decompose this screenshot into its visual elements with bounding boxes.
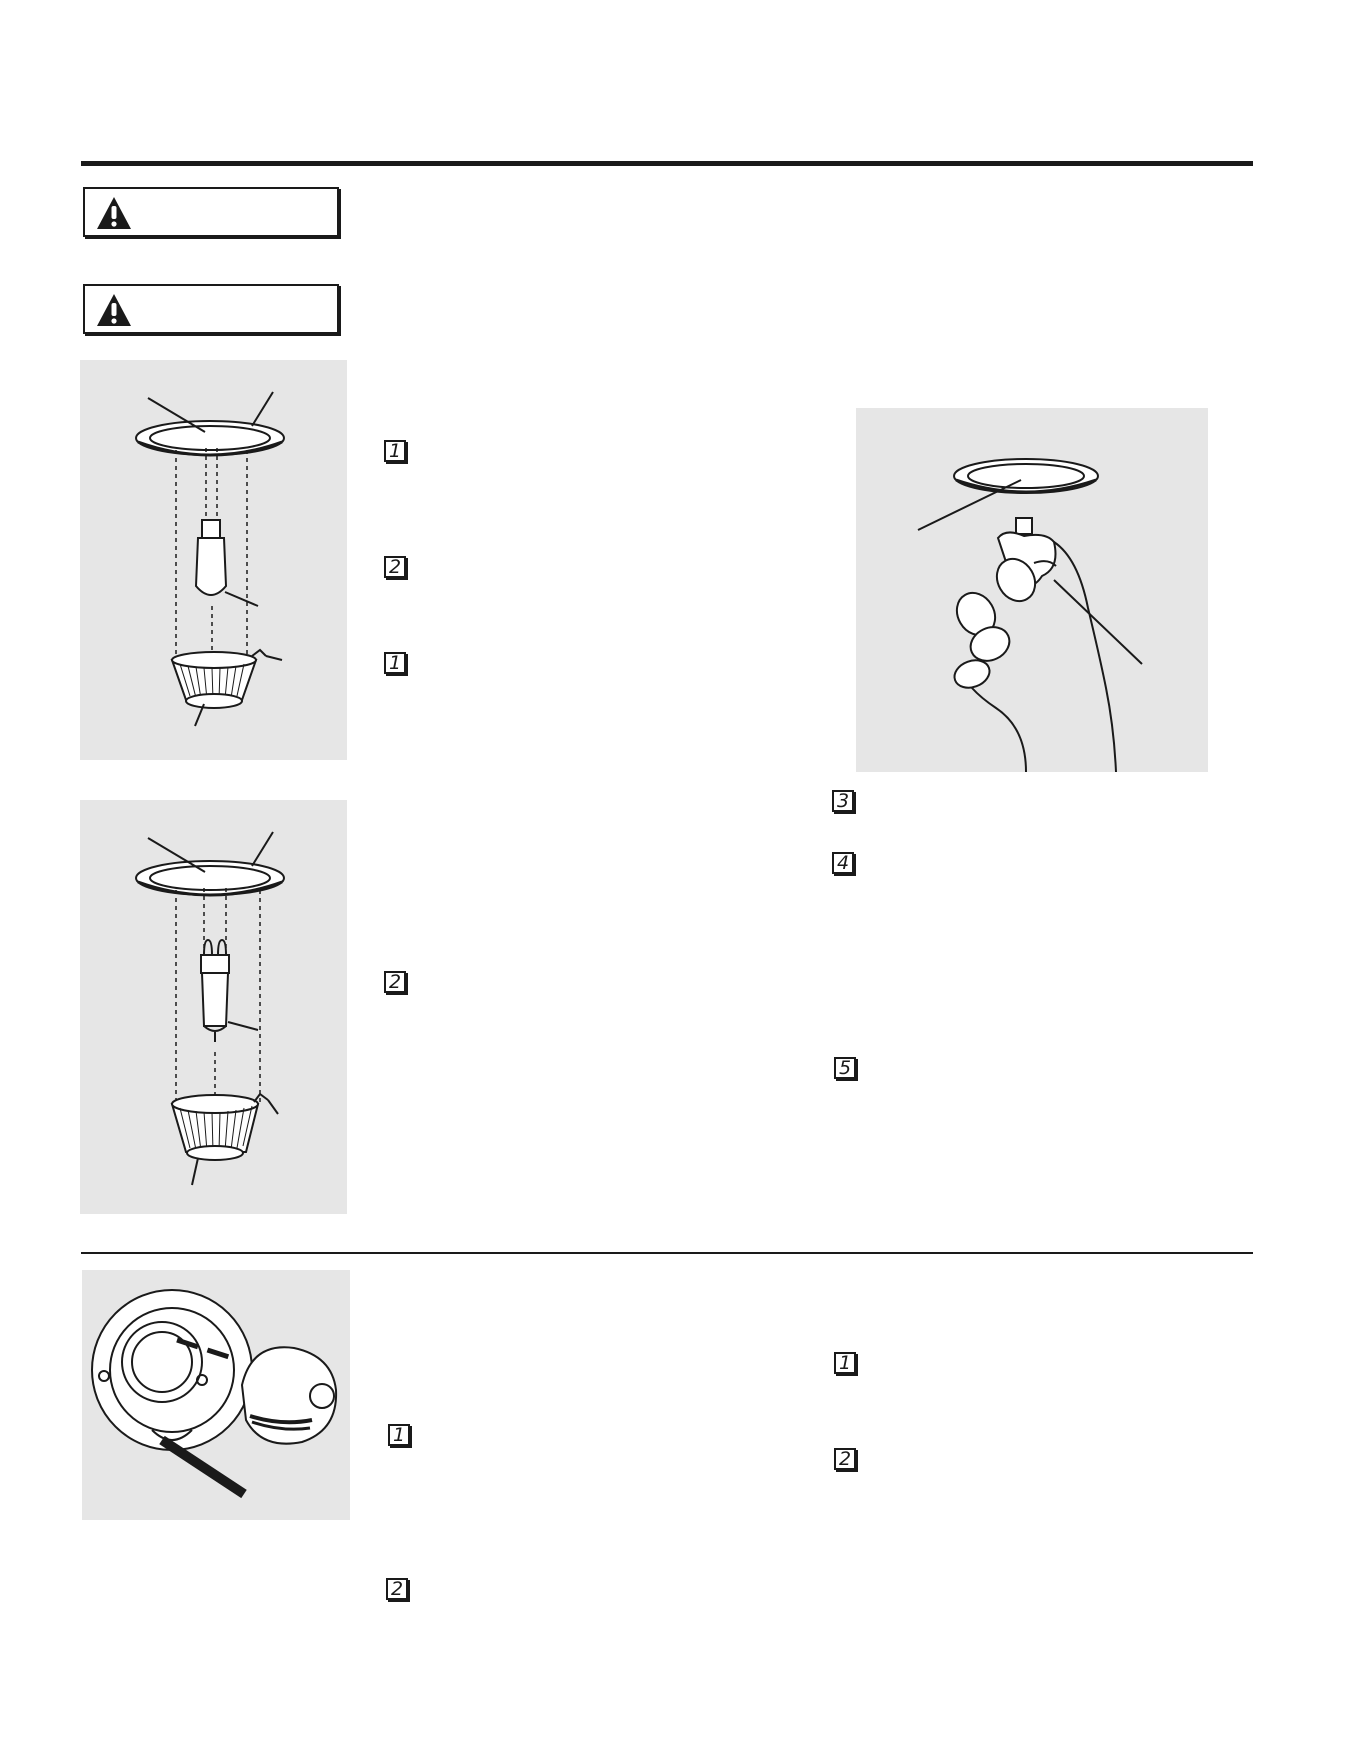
warning-triangle-icon [95, 195, 133, 231]
step-number: 3 [832, 790, 854, 812]
step-number: 4 [832, 852, 854, 874]
step-number: 1 [384, 652, 406, 674]
top-rule [81, 161, 1253, 166]
light-fixture-diagram [82, 1270, 350, 1520]
step-number: 2 [386, 1578, 408, 1600]
warning-box-2 [83, 284, 339, 334]
step-number: 2 [834, 1448, 856, 1470]
step-number: 5 [834, 1057, 856, 1079]
warning-box-1 [83, 187, 339, 237]
bulb-diagram-2 [80, 800, 347, 1214]
step-number: 1 [834, 1352, 856, 1374]
warning-triangle-icon [95, 292, 133, 328]
step-number: 2 [384, 971, 406, 993]
section-divider [81, 1252, 1253, 1254]
step-number: 1 [384, 440, 406, 462]
step-number: 1 [388, 1424, 410, 1446]
hand-bulb-illustration [856, 408, 1208, 772]
bulb-diagram-1 [80, 360, 347, 760]
step-number: 2 [384, 556, 406, 578]
